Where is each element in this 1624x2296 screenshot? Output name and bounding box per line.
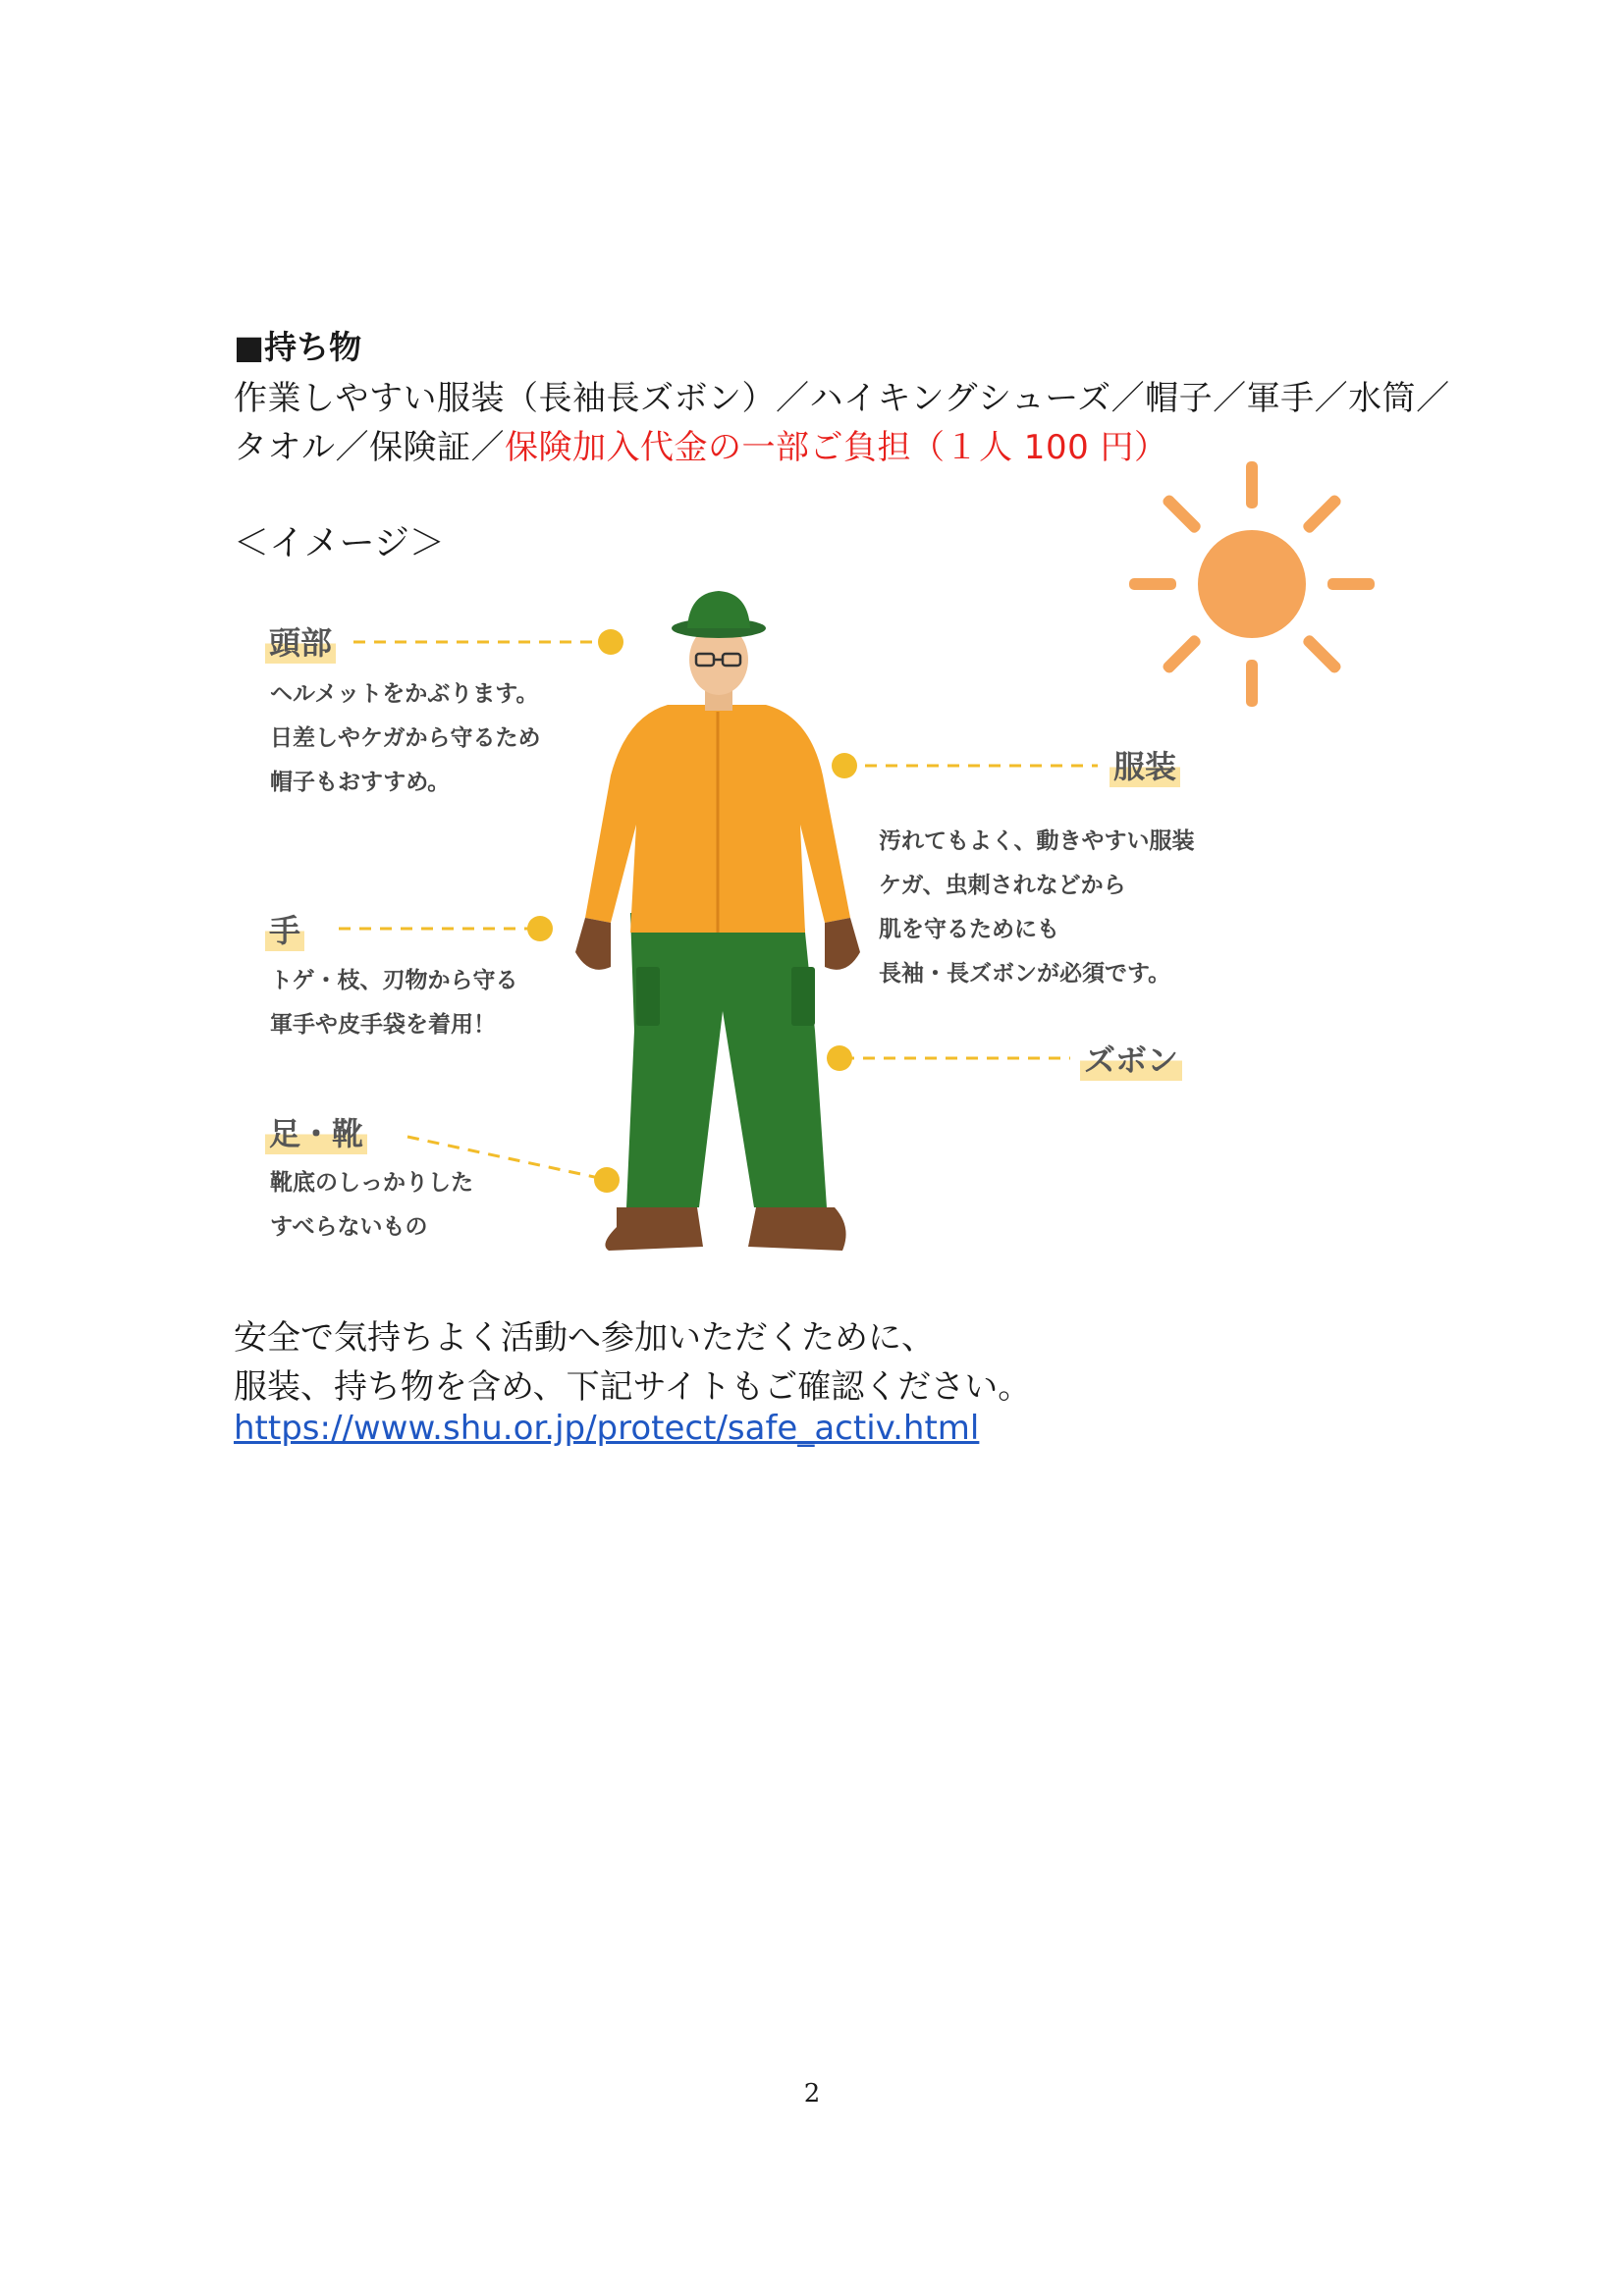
- closing-line-2: 服装、持ち物を含め、下記サイトもご確認ください。: [234, 1367, 1032, 1407]
- hands-description-line: 軍手や皮手袋を着用！: [270, 1012, 496, 1038]
- feet-description: [270, 1161, 473, 1250]
- head-description-line: 日差しやケガから守るため: [270, 725, 541, 751]
- feet-description-line: すべらないもの: [270, 1214, 428, 1240]
- gear-illustration: [245, 579, 1237, 1296]
- safety-info-link[interactable]: https://www.shu.or.jp/protect/safe_activ.html: [234, 1409, 980, 1448]
- hands-description-line: トゲ・枝、刃物から守る: [270, 968, 518, 993]
- label-hands: 手: [265, 906, 304, 951]
- head-description: [270, 672, 541, 805]
- section-heading: ■持ち物: [234, 328, 362, 366]
- items-line-2-prefix: タオル／保険証／: [234, 428, 505, 467]
- closing-line-1: 安全で気持ちよく活動へ参加いただくために、: [234, 1318, 935, 1358]
- label-head: 頭部: [265, 618, 336, 664]
- clothing-description: [879, 820, 1195, 996]
- label-pants: ズボン: [1080, 1036, 1182, 1081]
- clothing-description-line: 長袖・長ズボンが必須です。: [879, 961, 1171, 987]
- image-heading: ＜イメージ＞: [234, 523, 445, 563]
- hands-description: [270, 959, 518, 1047]
- label-clothing: 服装: [1110, 742, 1180, 787]
- head-description-line: ヘルメットをかぶります。: [270, 681, 539, 707]
- page-number: 2: [803, 2079, 821, 2109]
- insurance-fee-note: 保険加入代金の一部ご負担（１人 100 円）: [505, 428, 1168, 467]
- clothing-description-line: ケガ、虫刺されなどから: [879, 873, 1126, 898]
- feet-description-line: 靴底のしっかりした: [270, 1170, 473, 1196]
- clothing-description-line: 汚れてもよく、動きやすい服装: [879, 828, 1195, 854]
- items-line-2: [234, 420, 1168, 468]
- items-line-1: 作業しやすい服装（長袖長ズボン）／ハイキングシューズ／帽子／軍手／水筒／: [234, 379, 1450, 418]
- label-feet: 足・靴: [265, 1109, 367, 1154]
- head-description-line: 帽子もおすすめ。: [270, 770, 451, 795]
- clothing-description-line: 肌を守るためにも: [879, 917, 1059, 942]
